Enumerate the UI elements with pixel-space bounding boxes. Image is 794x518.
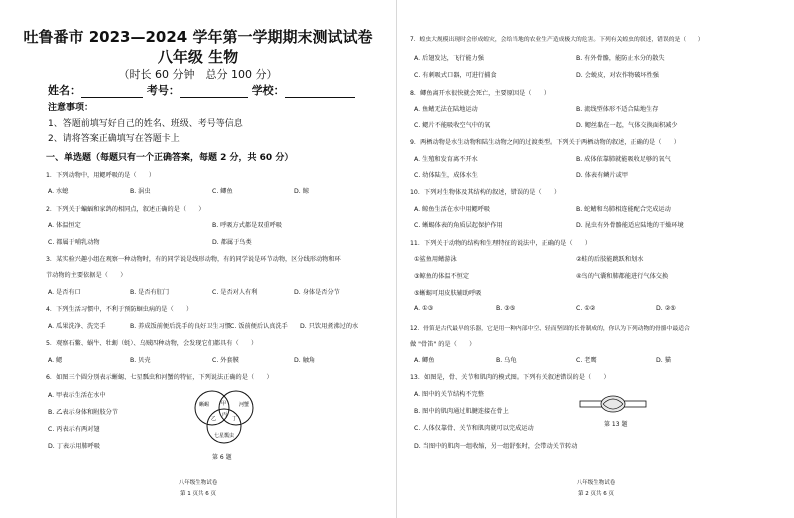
bone-left <box>580 401 602 407</box>
page-right <box>398 0 794 518</box>
q2-option-d[interactable]: D. 都属于鸟类 <box>212 239 252 246</box>
question-10: 10．下列对生物体及其结构的叙述，错误的是（ ） <box>410 189 561 196</box>
question-4: 4．下列生活习惯中，不利于预防蛔虫病的是（ ） <box>46 306 193 313</box>
q11-option-d[interactable]: D. ②⑤ <box>656 305 676 312</box>
q11-option-b[interactable]: B. ③⑤ <box>496 305 516 312</box>
q3-option-b[interactable]: B. 是否有肛门 <box>130 289 170 296</box>
venn-region-ding: 丁 <box>232 416 238 422</box>
figure-13-caption: 第 13 题 <box>604 421 628 428</box>
q1-option-a[interactable]: A. 水螅 <box>48 188 69 195</box>
q8-option-b[interactable]: B. 流线型体形不适合陆地生存 <box>576 106 659 113</box>
footer-page: 第 1 页共 6 页 <box>180 491 216 497</box>
q6-option-b[interactable]: B. 乙表示身体和附肢分节 <box>48 409 119 416</box>
q10-option-b[interactable]: B. 蛇鳍和鸟肺相连能配合完成运动 <box>576 206 671 213</box>
question-11: 11．下列关于动物的结构和生理特征的说法中，正确的是（ ） <box>410 240 592 247</box>
q11-option-c[interactable]: C. ①② <box>576 305 596 312</box>
q6-option-d[interactable]: D. 丁表示用肺呼吸 <box>48 443 101 450</box>
figure-6-caption: 第 6 题 <box>212 454 232 461</box>
notes-title: 注意事项： <box>48 103 94 113</box>
q1-option-b[interactable]: B. 涡虫 <box>130 188 151 195</box>
q5-option-c[interactable]: C. 外套膜 <box>212 357 239 364</box>
school-blank[interactable] <box>285 97 355 98</box>
question-12: 12．骨笛是古代最早的乐器，它是用一种内部中空、轻而坚固的长骨制成的，你认为下列动物的骨骼中最适合 <box>410 326 690 332</box>
exam-subtitle: 八年级 生物 <box>157 48 239 66</box>
q1-option-d[interactable]: D. 鲸 <box>294 188 309 195</box>
q11-statement: ⑤蜥蜴可用皮肤辅助呼吸 <box>414 290 482 297</box>
muscle-belly <box>601 396 625 412</box>
q8-option-a[interactable]: A. 鱼鳍无法在陆地运动 <box>414 106 478 113</box>
exam-title: 吐鲁番市 2023—2024 学年第一学期期末测试试卷 <box>23 28 373 46</box>
q5-option-b[interactable]: B. 贝壳 <box>130 357 151 364</box>
q7-option-c[interactable]: C. 有刺吸式口器，可进行捕食 <box>414 72 497 79</box>
venn-label-lizard: 蜥蜴 <box>199 402 210 408</box>
footer-page: 第 2 页共 6 页 <box>578 491 614 497</box>
q8-option-d[interactable]: D. 鳃丝黏在一起，气体交换面积减少 <box>576 122 678 129</box>
q4-option-a[interactable]: A. 瓜果洗净、洗完手 <box>48 323 106 330</box>
page-left <box>0 0 396 518</box>
question-5: 5．观察石鳖、蜗牛、牡蛎（蚝）、乌贼四种动物，会发现它们都具有（ ） <box>46 340 258 347</box>
q5-option-d[interactable]: D. 触角 <box>294 357 316 364</box>
q13-option-c[interactable]: C. 人体仅靠骨、关节和肌肉就可以完成运动 <box>414 425 534 432</box>
question-8: 8．鲫鱼离开水很快就会死亡，主要原因是（ ） <box>410 90 551 97</box>
q6-option-a[interactable]: A. 甲表示生活在水中 <box>48 392 106 399</box>
q12-option-d[interactable]: D. 猫 <box>656 357 671 364</box>
q9-option-b[interactable]: B. 成体依靠肺就能吸收足够的氧气 <box>576 156 671 163</box>
venn-label-crab: 河蟹 <box>239 402 250 408</box>
q11-statement: ②蛙的后肢能跳跃和划水 <box>576 256 644 263</box>
q7-option-d[interactable]: D. 会蜕皮，对农作物破坏性强 <box>576 72 659 79</box>
bone-right <box>624 401 646 407</box>
section-heading: 一、单选题（每题只有一个正确答案，每题 2 分，共 60 分） <box>46 153 294 163</box>
exam-duration: （时长 60 分钟 总分 100 分） <box>118 68 278 81</box>
q5-option-a[interactable]: A. 鳃 <box>48 357 63 364</box>
q3-option-d[interactable]: D. 身体是否分节 <box>294 289 340 296</box>
note-item: 2、请将答案正确填写在答题卡上 <box>48 134 180 144</box>
footer-title: 八年级生物试卷 <box>178 480 218 486</box>
exam-no-blank[interactable] <box>180 97 248 98</box>
venn-region-bing: 丙 <box>222 412 228 418</box>
q2-option-b[interactable]: B. 呼吸方式都是双重呼吸 <box>212 222 283 229</box>
question-9: 9．两栖动物是水生动物和陆生动物之间的过渡类型。下列关于两栖动物的叙述，正确的是（ ） <box>410 139 680 146</box>
question-12-cont: 做 "骨笛" 的是（ ） <box>410 341 476 348</box>
q1-option-c[interactable]: C. 鲫鱼 <box>212 188 233 195</box>
venn-diagram <box>188 388 262 450</box>
q10-option-a[interactable]: A. 鲸鱼生活在水中用鳃呼吸 <box>414 206 491 213</box>
q7-option-b[interactable]: B. 有外骨骼，能防止水分的散失 <box>576 55 665 62</box>
exam-no-label: 考号： <box>146 84 180 97</box>
page-divider <box>396 0 397 518</box>
q9-option-a[interactable]: A. 生殖和发育离不开水 <box>414 156 478 163</box>
q13-option-b[interactable]: B. 图中的肌肉通过肌腱连接在骨上 <box>414 408 509 415</box>
q4-option-d[interactable]: D. 只饮用煮沸过的水 <box>300 323 359 330</box>
question-7: 7．蝗虫大规模出现时会形成蝗灾，会给当地的农业生产造成极大的危害。下列有关蝗虫的叙述，错误的是（ ） <box>410 37 704 43</box>
q4-option-b[interactable]: B. 养成饭前便后洗手的良好卫生习惯 <box>130 323 231 330</box>
q9-option-d[interactable]: D. 体表有鳞片或甲 <box>576 172 629 179</box>
school-label: 学校： <box>251 84 285 97</box>
q7-option-a[interactable]: A. 后翅发达，飞行能力强 <box>414 55 484 62</box>
q13-option-a[interactable]: A. 图中的关节结构不完整 <box>414 391 484 398</box>
name-label: 姓名： <box>48 84 81 97</box>
q2-option-a[interactable]: A. 体温恒定 <box>48 222 81 229</box>
q3-option-a[interactable]: A. 是否有口 <box>48 289 81 296</box>
question-6: 6．如图三个圆分别表示蜥蜴、七星瓢虫和河蟹的特征，下列说法正确的是（ ） <box>46 374 273 381</box>
venn-region-yi: 乙 <box>211 416 217 422</box>
student-info-row <box>48 82 355 98</box>
q11-option-a[interactable]: A. ①③ <box>414 305 434 312</box>
q12-option-c[interactable]: C. 老鹰 <box>576 357 597 364</box>
footer-title: 八年级生物试卷 <box>576 480 616 486</box>
question-3-cont: 节动物的主要依据是（ ） <box>46 272 127 279</box>
bone-joint-muscle-figure <box>578 391 648 417</box>
q3-option-c[interactable]: C. 是否对人有利 <box>212 289 258 296</box>
q12-option-a[interactable]: A. 鲫鱼 <box>414 357 435 364</box>
note-item: 1、答题前填写好自己的姓名、班级、考号等信息 <box>48 119 243 129</box>
q13-option-d[interactable]: D. 当图中的肌肉一组收缩，另一组舒张时，会带动关节转动 <box>414 443 578 450</box>
q8-option-c[interactable]: C. 鳃片不能吸收空气中的氧 <box>414 122 491 129</box>
q10-option-c[interactable]: C. 蜥蜴体表的角质层起保护作用 <box>414 222 503 229</box>
question-2: 2．下列关于蝙蝠和家鸽的相同点，叙述正确的是（ ） <box>46 206 205 213</box>
venn-region-jia: 甲 <box>221 401 227 407</box>
question-13: 13．如图是，骨、关节和肌肉的模式图。下列有关叙述错误的是（ ） <box>410 374 610 381</box>
q4-option-c[interactable]: C. 饭前便后认真洗手 <box>230 323 288 330</box>
q11-statement: ③鲸鱼的体温不恒定 <box>414 273 470 280</box>
q6-option-c[interactable]: C. 丙表示有两对翅 <box>48 426 100 433</box>
q12-option-b[interactable]: B. 乌龟 <box>496 357 517 364</box>
q11-statement: ①鲨鱼用鳍游泳 <box>414 256 457 263</box>
q9-option-c[interactable]: C. 幼体陆生，成体水生 <box>414 172 478 179</box>
question-3: 3．某实验兴趣小组在观察一种动物时，有的同学说是线形动物，有的同学说是环节动物，区分线形动物和环 <box>46 256 341 263</box>
question-1: 1．下列动物中，用鳃呼吸的是（ ） <box>46 172 156 179</box>
name-blank[interactable] <box>81 97 143 98</box>
q11-statement: ④鸟的气囊和肺都能进行气体交换 <box>576 273 669 280</box>
q10-option-d[interactable]: D. 昆虫有外骨骼能适应陆地的干燥环境 <box>576 222 684 229</box>
q2-option-c[interactable]: C. 都属于哺乳动物 <box>48 239 100 246</box>
venn-label-ladybug: 七星瓢虫 <box>214 433 235 439</box>
